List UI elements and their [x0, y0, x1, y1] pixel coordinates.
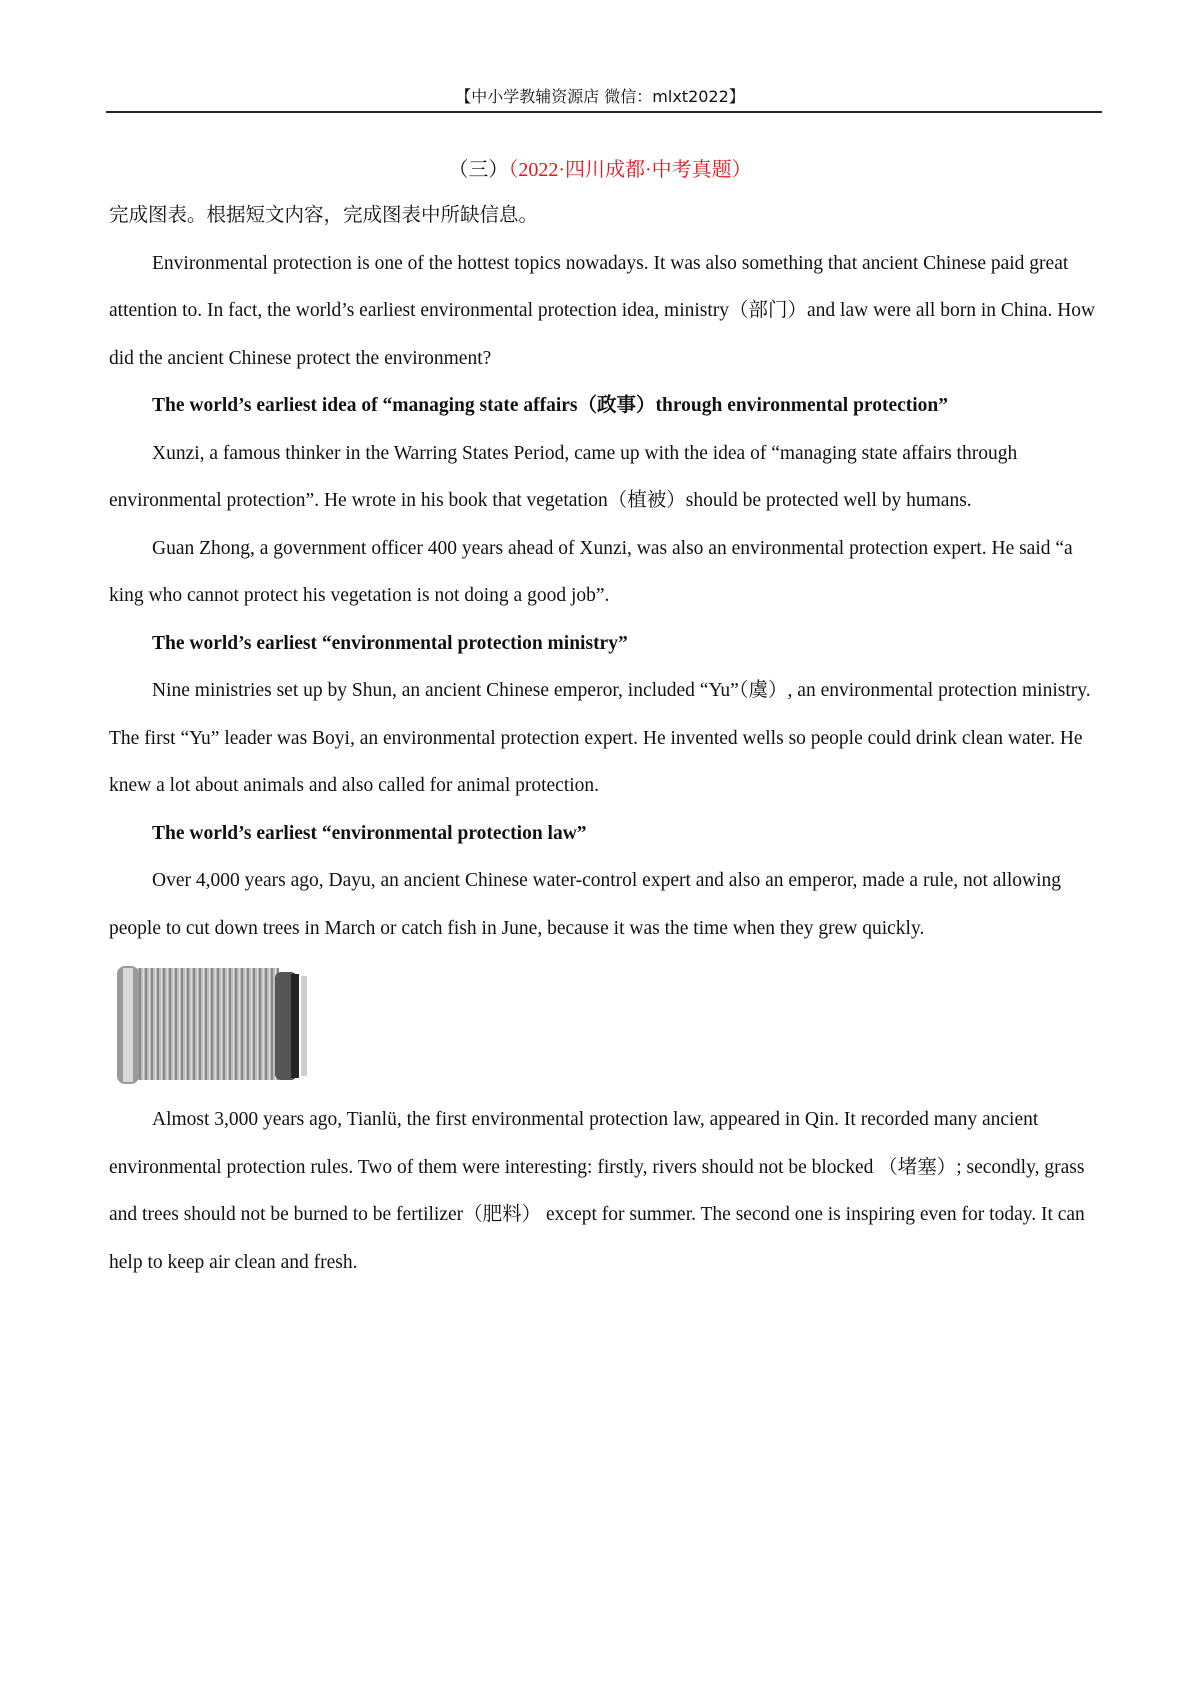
paragraph: Environmental protection is one of the hottest topics nowadays. It was also something that ancient Chinese paid great attention to. In fact, the world’s earliest environmental protection idea, ministry（部门）and law were all born in China. How did the ancient Chinese protect the environment? [109, 252, 1096, 369]
passage-part-2 [109, 1096, 1103, 1286]
header-rule [106, 111, 1102, 113]
source-label: （2022·四川成都·中考真题） [508, 159, 752, 181]
section-title [0, 153, 1200, 182]
paragraph: Almost 3,000 years ago, Tianlü, the first environmental protection law, appeared in Qin. It recorded many ancient environmental protection rules. Two of them were interesting: firstly, rivers should not be blocked （堵塞）; secondly, grass and trees should not be burned to be fertilizer（肥料） except for summer. The second one is inspiring even for today. It can help to keep air clean and fresh. [109, 1109, 1085, 1273]
paragraph: Guan Zhong, a government officer 400 years ahead of Xunzi, was also an environmental protection expert. He said “a king who cannot protect his vegetation is not doing a good job”. [109, 537, 1073, 606]
paragraph: Over 4,000 years ago, Dayu, an ancient Chinese water-control expert and also an emperor, made a rule, not allowing people to cut down trees in March or catch fish in June, because it was the time when they grew quickly. [109, 870, 1062, 939]
passage [109, 192, 1103, 1286]
paragraph: Nine ministries set up by Shun, an ancient Chinese emperor, included “Yu”（虞）, an environmental protection ministry. The first “Yu” leader was Boyi, an environmental protection expert. He invented wells so people could drink clean water. He knew a lot about animals and also called for animal protection. [109, 680, 1091, 796]
section-heading: The world’s earliest idea of “managing state affairs（政事）through environmental protection” [152, 395, 949, 416]
section-heading: The world’s earliest “environmental protection law” [152, 822, 587, 844]
bamboo-scroll-image [115, 960, 325, 1088]
passage-part-1 [109, 240, 1103, 953]
instruction: 完成图表。根据短文内容，完成图表中所缺信息。 [109, 205, 539, 226]
page-header: 【中小学教辅资源店 微信：mlxt2022】 [455, 87, 745, 106]
paragraph: Xunzi, a famous thinker in the Warring States Period, came up with the idea of “managing state affairs through environmental protection”. He wrote in his book that vegetation（植被）should be protected well by humans. [109, 442, 1018, 511]
section-heading: The world’s earliest “environmental protection ministry” [152, 632, 628, 654]
section-number: （三） [448, 159, 509, 181]
